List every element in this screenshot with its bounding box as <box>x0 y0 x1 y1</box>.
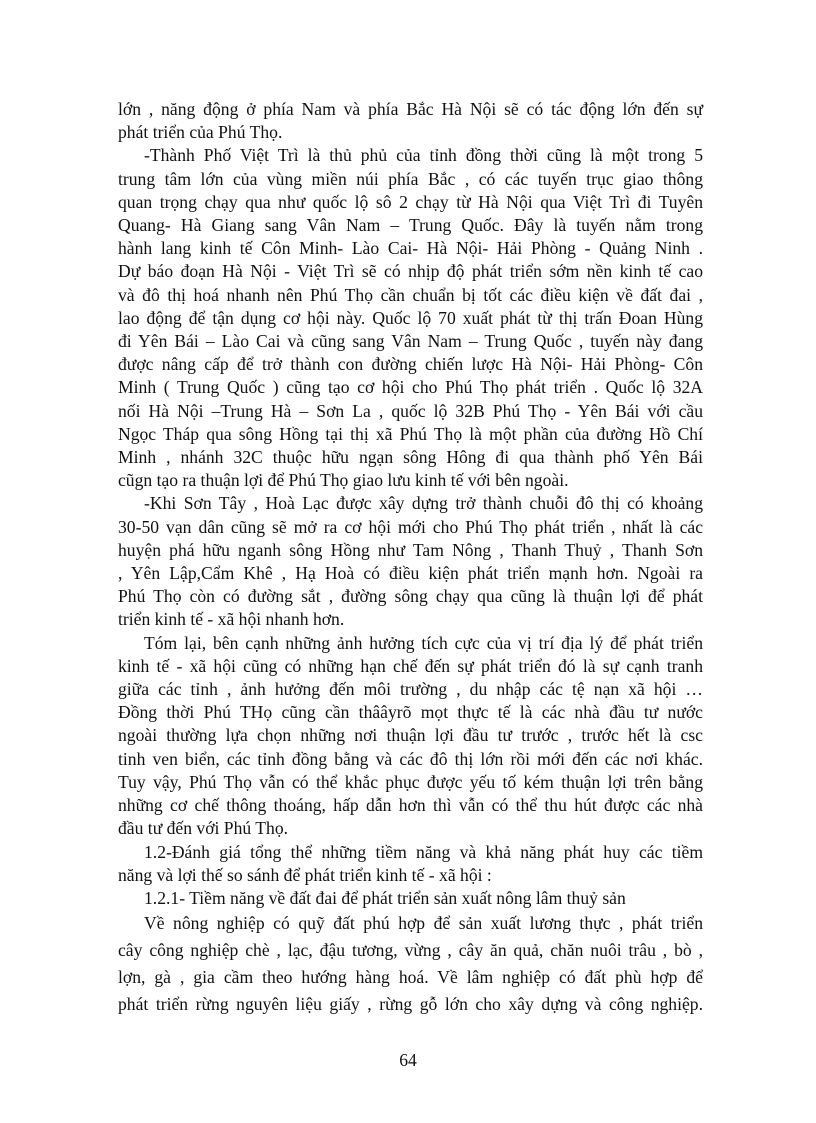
page-number: 64 <box>399 1050 417 1070</box>
text-line: hành lang kinh tế Côn Minh- Lào Cai- Hà Nội- Hải Phòng - Quảng Ninh . <box>118 238 703 259</box>
text-line: Ngọc Tháp qua sông Hồng tại thị xã Phú Thọ là một phần của đường Hồ Chí <box>118 423 703 444</box>
text-line: được nâng cấp để trở thành con đường chiến lược Hà Nội- Hải Phòng- Côn <box>118 354 703 375</box>
document-body <box>118 98 703 1018</box>
text-line: đi Yên Bái – Lào Cai và cũng sang Vân Nam – Trung Quốc , tuyến này đang <box>118 331 703 352</box>
text-line: Quang- Hà Giang sang Vân Nam – Trung Quốc. Đây là tuyến nằm trong <box>118 215 703 236</box>
text-line: nối Hà Nội –Trung Hà – Sơn La , quốc lộ 32B Phú Thọ - Yên Bái với cầu <box>118 400 703 421</box>
text-line: -Khi Sơn Tây , Hoà Lạc được xây dựng trở thành chuỗi đô thị có khoảng <box>144 493 703 514</box>
text-line: ngoài thường lựa chọn những nơi thuận lợi đầu tư trước , trước hết là csc <box>118 725 703 746</box>
text-line: , Yên Lập,Cẩm Khê , Hạ Hoà có điều kiện phát triển mạnh hơn. Ngoài ra <box>118 563 703 584</box>
text-line: lao động để tận dụng cơ hội này. Quốc lộ 70 xuất phát từ thị trấn Đoan Hùng <box>118 307 703 328</box>
text-line: cũgn tạo ra thuận lợi để Phú Thọ giao lưu kinh tế với bên ngoài. <box>118 470 569 491</box>
text-line: trung tâm lớn của vùng miền núi phía Bắc , có các tuyến trục giao thông <box>118 168 703 189</box>
text-line: 1.2-Đánh giá tổng thể những tiềm năng và khả năng phát huy các tiềm <box>144 841 703 862</box>
text-line: tinh ven biển, các tỉnh đồng bằng và các đô thị lớn rồi mới đến các nơi khác. <box>118 748 703 769</box>
text-line: năng và lợi thế so sánh để phát triển kinh tế - xã hội : <box>118 864 492 885</box>
text-line: Tóm lại, bên cạnh những ảnh hưởng tích cực của vị trí địa lý để phát triển <box>144 632 703 653</box>
text-line: kinh tế - xã hội cũng có những hạn chế đến sự phát triển đó là sự cạnh tranh <box>118 655 703 676</box>
text-line: 1.2.1- Tiềm năng về đất đai để phát triển sản xuất nông lâm thuỷ sản <box>144 887 626 908</box>
text-line: giữa các tỉnh , ảnh hưởng đến môi trường , du nhập các tệ nạn xã hội … <box>118 679 703 700</box>
text-line: Dự báo đoạn Hà Nội - Việt Trì sẽ có nhịp độ phát triển sớm nền kinh tế cao <box>118 261 703 282</box>
text-line: -Thành Phố Việt Trì là thủ phủ của tỉnh đồng thời cũng là một trong 5 <box>144 145 703 166</box>
text-line: triển kinh tế - xã hội nhanh hơn. <box>118 609 345 630</box>
text-line: Phú Thọ còn có đường sắt , đường sông chạy qua cũng là thuận lợi để phát <box>118 586 703 607</box>
text-line: quan trọng chạy qua như quốc lộ sô 2 chạy từ Hà Nội qua Việt Trì đi Tuyên <box>118 191 703 212</box>
text-line: huyện phá hữu nganh sông Hồng như Tam Nông , Thanh Thuỷ , Thanh Sơn <box>118 539 703 560</box>
text-line: Minh ( Trung Quốc ) cũng tạo cơ hội cho Phú Thọ phát triển . Quốc lộ 32A <box>118 377 703 398</box>
text-line: Đồng thời Phú THọ cũng cần thââyrõ mọt thực tế là các nhà đầu tư nước <box>118 702 703 723</box>
text-line: phát triển của Phú Thọ. <box>118 122 283 143</box>
text-line: phát triển rừng nguyên liệu giấy , rừng gỗ lớn cho xây dựng và công nghiệp. <box>118 994 703 1015</box>
text-line: cây công nghiệp chè , lạc, đậu tương, vừng , cây ăn quả, chăn nuôi trâu , bò , <box>118 940 703 961</box>
text-line: Về nông nghiệp có quỹ đất phú hợp để sản xuất lương thực , phát triển <box>144 913 703 934</box>
text-line: những cơ chế thông thoáng, hấp dẫn hơn thì vẫn có thể thu hút được các nhà <box>118 795 703 816</box>
text-line: Tuy vậy, Phú Thọ vẫn có thể khắc phục được yếu tố kém thuận lợi trên bằng <box>118 771 703 792</box>
text-line: 30-50 vạn dân cũng sẽ mở ra cơ hội mới cho Phú Thọ phát triển , nhất là các <box>118 516 703 537</box>
text-line: Minh , nhánh 32C thuộc hữu ngạn sông Hông đi qua thành phố Yên Bái <box>118 447 703 468</box>
text-line: lợn, gà , gia cầm theo hướng hàng hoá. Về lâm nghiệp có đất phù hợp để <box>118 967 703 988</box>
text-line: và đô thị hoá nhanh nên Phú Thọ cần chuẩn bị tốt các điều kiện về đất đai , <box>118 284 703 305</box>
text-line: đầu tư đến với Phú Thọ. <box>118 818 289 839</box>
text-line: lớn , năng động ở phía Nam và phía Bắc Hà Nội sẽ có tác động lớn đến sự <box>118 99 703 119</box>
